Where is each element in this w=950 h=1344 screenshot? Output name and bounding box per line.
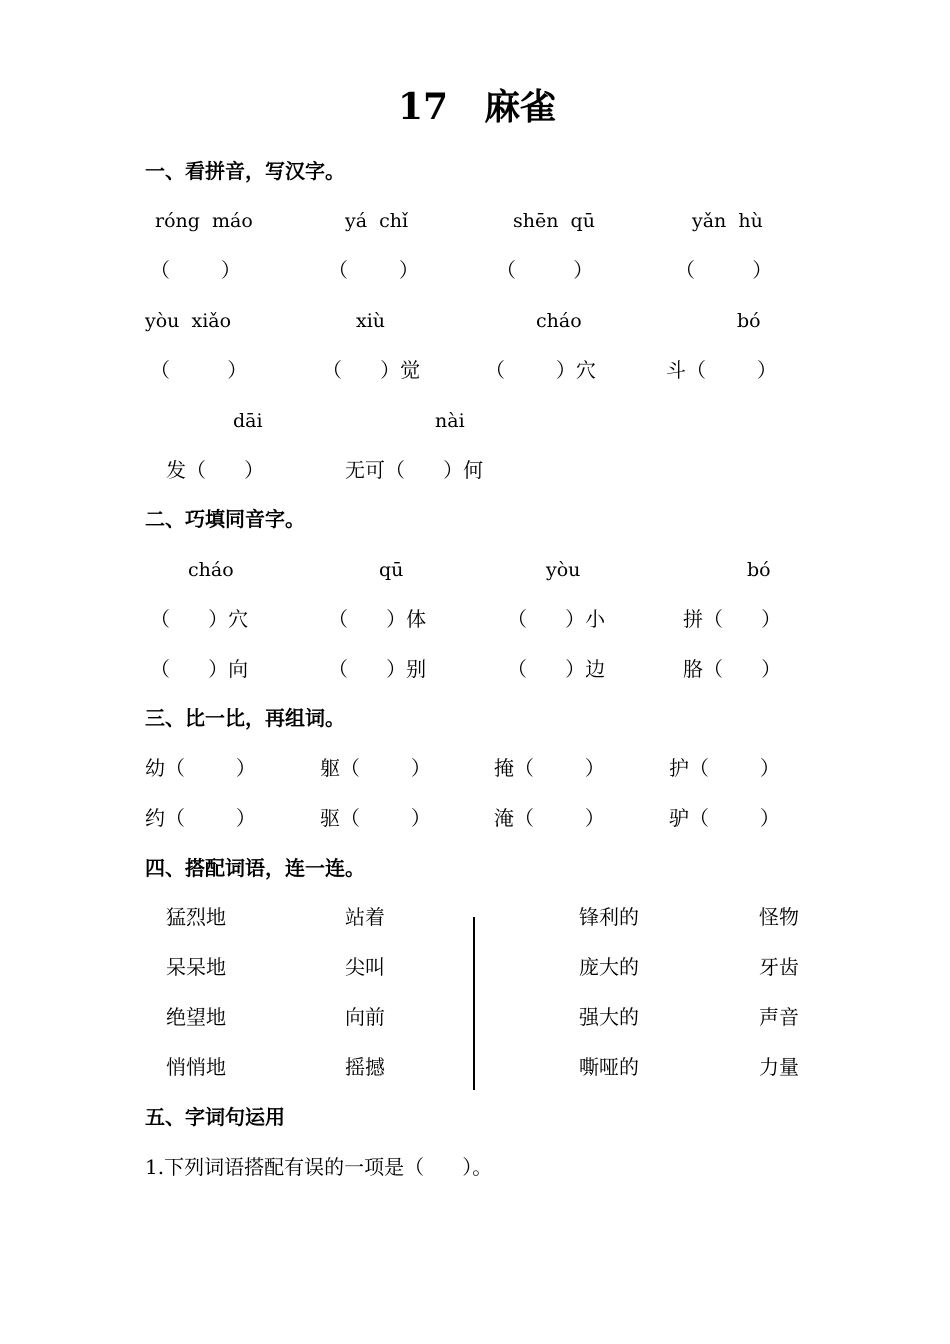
pinyin: yǎn hù xyxy=(692,210,763,232)
answer-blank[interactable]: （ ）小 xyxy=(507,607,606,631)
match-word-left[interactable]: 呆呆地 xyxy=(166,955,226,979)
section-5-heading: 五、字词句运用 xyxy=(145,1105,285,1129)
answer-blank[interactable]: 驴（ ） xyxy=(669,806,780,830)
answer-blank[interactable]: 约（ ） xyxy=(145,806,256,830)
answer-blank[interactable]: 驱（ ） xyxy=(320,806,431,830)
pinyin: cháo xyxy=(188,559,234,581)
answer-blank[interactable]: （ ） xyxy=(150,358,248,382)
answer-blank[interactable]: 护（ ） xyxy=(669,756,780,780)
pinyin: dāi xyxy=(233,410,263,432)
pinyin: róng máo xyxy=(155,210,253,232)
answer-blank[interactable]: 躯（ ） xyxy=(320,756,431,780)
page-title: 17 麻雀 xyxy=(398,86,557,128)
pinyin: shēn qū xyxy=(513,210,595,232)
answer-blank[interactable]: （ ） xyxy=(675,258,773,282)
answer-blank[interactable]: （ ）穴 xyxy=(485,358,596,382)
pinyin: nài xyxy=(435,410,465,432)
answer-blank[interactable]: （ ）边 xyxy=(507,657,606,681)
answer-blank[interactable]: 发（ ） xyxy=(166,458,265,482)
divider-line xyxy=(473,917,475,1090)
answer-blank[interactable]: （ ）体 xyxy=(328,607,427,631)
pinyin: xiù xyxy=(356,310,386,332)
match-word-left[interactable]: 猛烈地 xyxy=(166,905,226,929)
section-2-heading: 二、巧填同音字。 xyxy=(145,507,305,531)
match-word-right[interactable]: 站着 xyxy=(345,905,385,929)
answer-blank[interactable]: （ ）穴 xyxy=(150,607,249,631)
match-word-left[interactable]: 绝望地 xyxy=(166,1005,226,1029)
match-word-right[interactable]: 牙齿 xyxy=(759,955,799,979)
match-word-left[interactable]: 悄悄地 xyxy=(166,1055,226,1079)
answer-blank[interactable]: （ ） xyxy=(328,258,419,282)
match-word-left[interactable]: 庞大的 xyxy=(579,955,639,979)
answer-blank[interactable]: （ ） xyxy=(496,258,594,282)
answer-blank[interactable]: （ ）别 xyxy=(328,657,427,681)
match-word-right[interactable]: 尖叫 xyxy=(345,955,385,979)
answer-blank[interactable]: 斗（ ） xyxy=(666,358,777,382)
match-word-right[interactable]: 怪物 xyxy=(759,905,799,929)
section-1-heading: 一、看拼音，写汉字。 xyxy=(145,159,345,183)
match-word-right[interactable]: 向前 xyxy=(345,1005,385,1029)
answer-blank[interactable]: 胳（ ） xyxy=(683,657,782,681)
pinyin: qū xyxy=(379,559,404,581)
answer-blank[interactable]: 掩（ ） xyxy=(494,756,605,780)
answer-blank[interactable]: 幼（ ） xyxy=(145,756,256,780)
match-word-left[interactable]: 强大的 xyxy=(579,1005,639,1029)
answer-blank[interactable]: 淹（ ） xyxy=(494,806,605,830)
section-3-heading: 三、比一比，再组词。 xyxy=(145,706,345,730)
answer-blank[interactable]: （ ）向 xyxy=(150,657,249,681)
pinyin: yá chǐ xyxy=(345,210,409,232)
section-4-heading: 四、搭配词语，连一连。 xyxy=(145,856,365,880)
answer-blank[interactable]: （ ）觉 xyxy=(322,358,421,382)
match-word-right[interactable]: 力量 xyxy=(759,1055,799,1079)
pinyin: bó xyxy=(747,559,771,581)
question-1[interactable]: 1.下列词语搭配有误的一项是（ ）。 xyxy=(145,1155,493,1179)
answer-blank[interactable]: （ ） xyxy=(150,258,241,282)
pinyin: bó xyxy=(737,310,761,332)
match-word-right[interactable]: 声音 xyxy=(759,1005,799,1029)
match-word-left[interactable]: 嘶哑的 xyxy=(579,1055,639,1079)
answer-blank[interactable]: 无可（ ）何 xyxy=(345,458,484,482)
pinyin: yòu xyxy=(546,559,581,581)
answer-blank[interactable]: 拼（ ） xyxy=(683,607,782,631)
match-word-left[interactable]: 锋利的 xyxy=(579,905,639,929)
pinyin: cháo xyxy=(536,310,582,332)
pinyin: yòu xiǎo xyxy=(145,310,232,332)
match-word-right[interactable]: 摇撼 xyxy=(345,1055,385,1079)
